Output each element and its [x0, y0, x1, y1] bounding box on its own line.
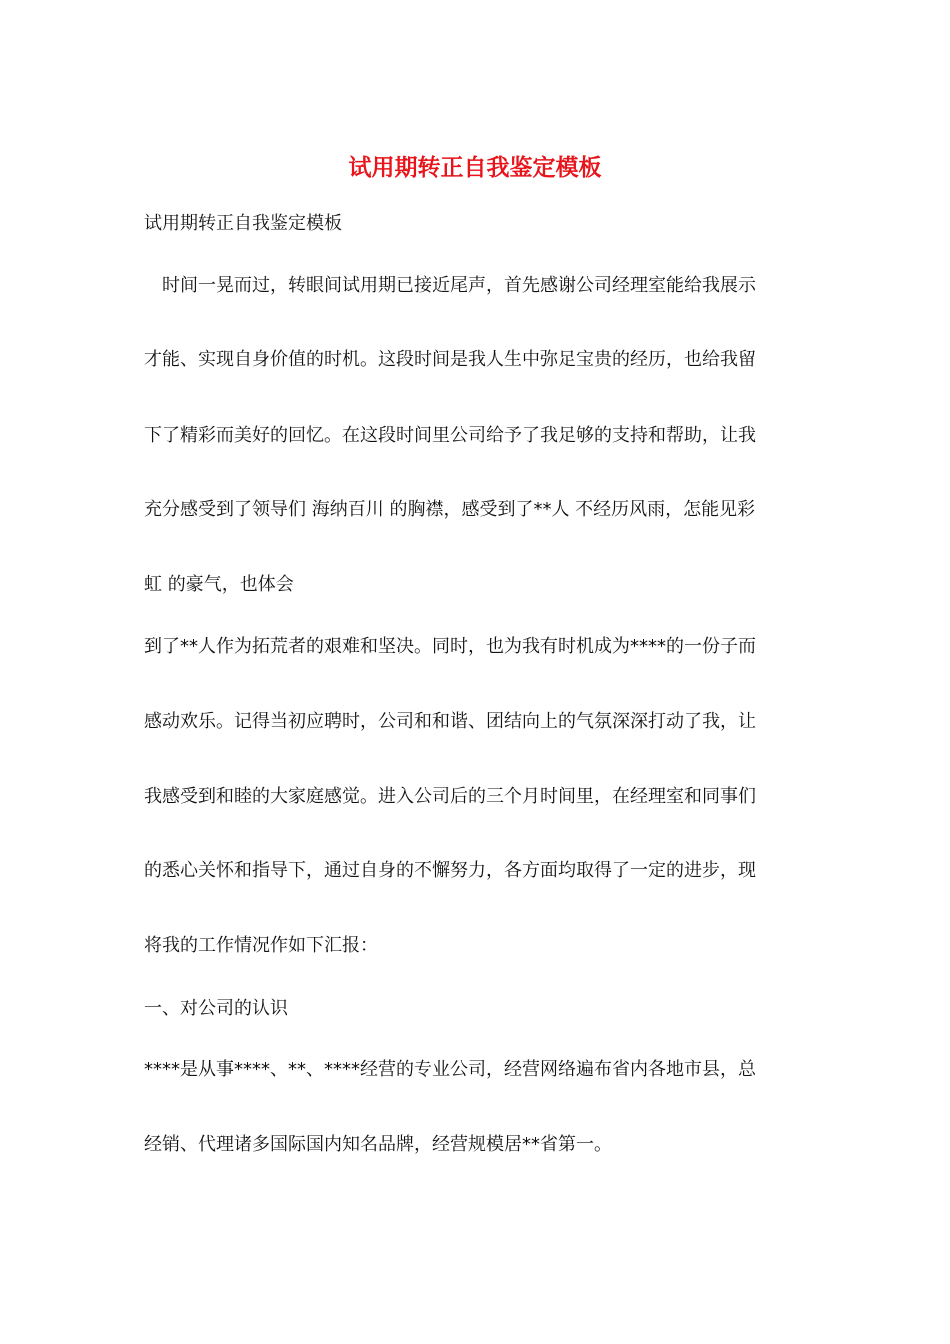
- paragraph-line: 到了**人作为拓荒者的艰难和坚决。同时，也为我有时机成为****的一份子而: [144, 636, 756, 657]
- paragraph-line: 下了精彩而美好的回忆。在这段时间里公司给予了我足够的支持和帮助，让我: [144, 425, 756, 446]
- paragraph-line: 经销、代理诸多国际国内知名品牌，经营规模居**省第一。: [144, 1134, 612, 1155]
- paragraph-line: 才能、实现自身价值的时机。这段时间是我人生中弥足宝贵的经历，也给我留: [144, 349, 756, 370]
- paragraph-line: 的悉心关怀和指导下，通过自身的不懈努力，各方面均取得了一定的进步，现: [144, 860, 756, 881]
- document-title: 试用期转正自我鉴定模板: [348, 154, 602, 181]
- section-heading: 一、对公司的认识: [144, 998, 288, 1019]
- paragraph-line: 将我的工作情况作如下汇报：: [144, 935, 378, 956]
- paragraph-line: 充分感受到了领导们 海纳百川 的胸襟，感受到了**人 不经历风雨，怎能见彩: [144, 499, 756, 520]
- paragraph-line: 我感受到和睦的大家庭感觉。进入公司后的三个月时间里，在经理室和同事们: [144, 786, 756, 807]
- subtitle-line: 试用期转正自我鉴定模板: [144, 213, 342, 234]
- paragraph-line: ****是从事****、**、****经营的专业公司，经营网络遍布省内各地市县，总: [144, 1059, 756, 1080]
- paragraph-line: 感动欢乐。记得当初应聘时，公司和和谐、团结向上的气氛深深打动了我，让: [144, 711, 756, 732]
- paragraph-line: 虹 的豪气，也体会: [144, 574, 294, 595]
- paragraph-line: 时间一晃而过，转眼间试用期已接近尾声，首先感谢公司经理室能给我展示: [144, 275, 756, 296]
